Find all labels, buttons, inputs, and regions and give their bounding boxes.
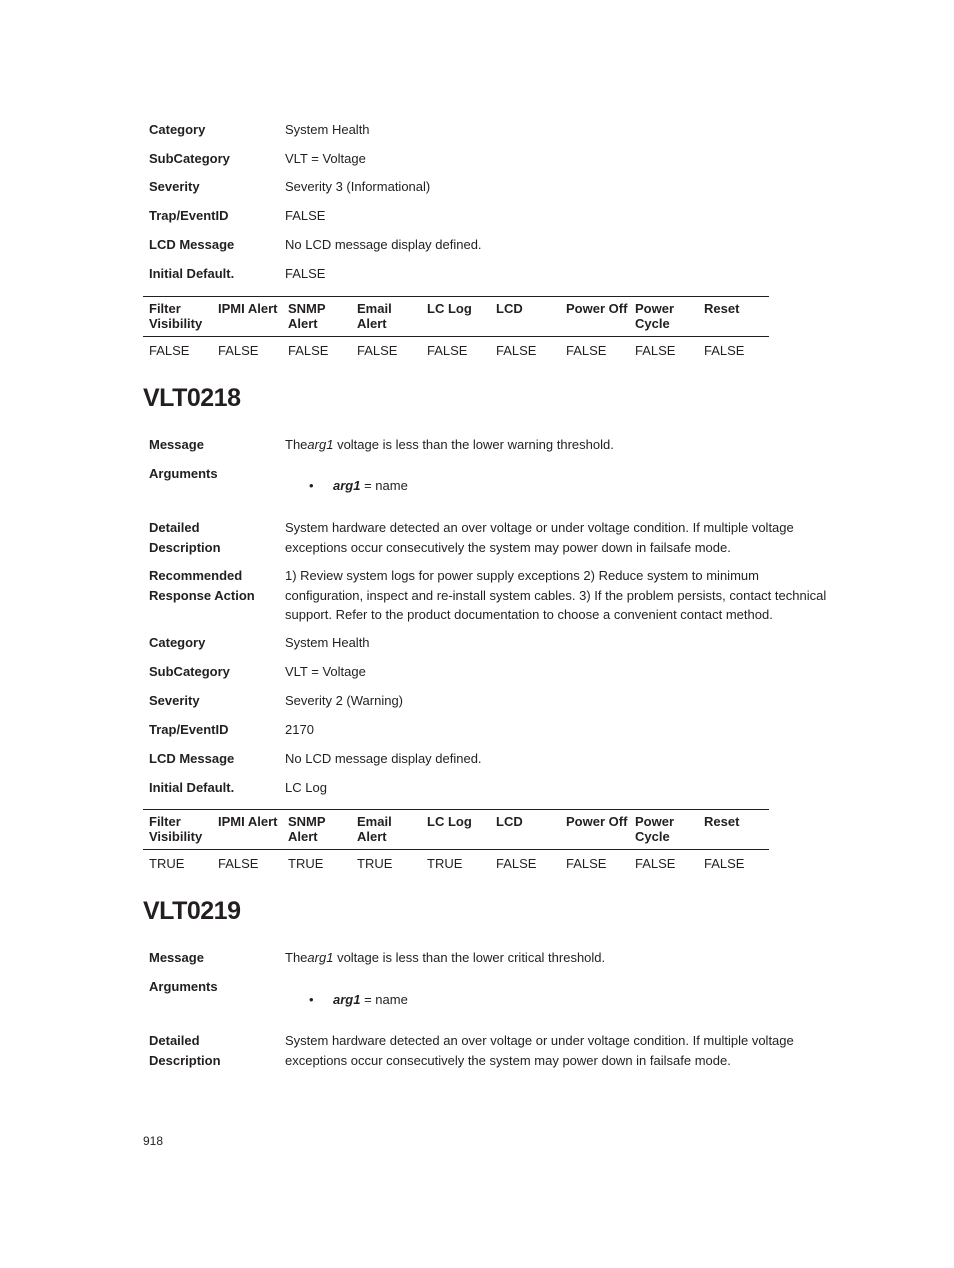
- table-cell: TRUE: [149, 856, 185, 871]
- property-value: No LCD message display defined.: [285, 237, 482, 252]
- property-label: Message: [149, 437, 204, 452]
- table-header-cell: IPMI Alert: [218, 814, 278, 829]
- table-header-cell: SNMP Alert: [288, 301, 326, 331]
- property-label: Severity: [149, 693, 200, 708]
- table-header-rule: [143, 336, 769, 337]
- table-header-cell: IPMI Alert: [218, 301, 278, 316]
- property-label: Trap/EventID: [149, 208, 229, 223]
- table-header-cell: LC Log: [427, 814, 472, 829]
- message-value: Thearg1 voltage is less than the lower critical threshold.: [285, 950, 606, 965]
- table-top-rule: [143, 809, 769, 810]
- property-label: SubCategory: [149, 664, 230, 679]
- table-cell: FALSE: [704, 343, 745, 358]
- property-label: LCD Message: [149, 751, 235, 766]
- alert-table: [143, 809, 769, 879]
- table-header-cell: LCD: [496, 301, 523, 316]
- page-number: 918: [143, 1134, 164, 1148]
- table-header-rule: [143, 849, 769, 850]
- table-cell: TRUE: [427, 856, 463, 871]
- property-label: Category: [149, 635, 206, 650]
- table-cell: FALSE: [496, 856, 537, 871]
- table-cell: FALSE: [496, 343, 537, 358]
- property-label: Arguments: [149, 979, 218, 994]
- property-label: Initial Default.: [149, 780, 235, 795]
- alert-table: [143, 296, 769, 366]
- table-header-cell: Power Cycle: [635, 814, 675, 844]
- table-header-cell: LCD: [496, 814, 523, 829]
- table-header-cell: Power Off: [566, 814, 628, 829]
- property-value: System hardware detected an over voltage or under voltage condition. If multiple voltage exceptions occur consecutively the system may power down in failsafe mode.: [285, 1033, 794, 1068]
- message-value: Thearg1 voltage is less than the lower warning threshold.: [285, 437, 614, 452]
- property-label: Detailed Description: [149, 520, 221, 555]
- property-value: VLT = Voltage: [285, 151, 366, 166]
- property-value: 1) Review system logs for power supply exceptions 2) Reduce system to minimum configuration, inspect and re-install system cables. 3) If the problem persists, contact technical support. Refer to the product documentation to choose a convenient contact method.: [285, 568, 827, 622]
- property-label: Arguments: [149, 466, 218, 481]
- property-label: LCD Message: [149, 237, 235, 252]
- table-header-cell: LC Log: [427, 301, 472, 316]
- property-label: Detailed Description: [149, 1033, 221, 1068]
- property-label: Recommended Response Action: [149, 568, 255, 603]
- table-cell: FALSE: [357, 343, 398, 358]
- property-value: FALSE: [285, 266, 326, 281]
- table-header-cell: SNMP Alert: [288, 814, 326, 844]
- table-cell: FALSE: [635, 856, 676, 871]
- property-value: Severity 3 (Informational): [285, 179, 431, 194]
- property-value: No LCD message display defined.: [285, 751, 482, 766]
- property-label: Initial Default.: [149, 266, 235, 281]
- table-header-cell: Reset: [704, 301, 740, 316]
- table-cell: FALSE: [218, 343, 259, 358]
- table-cell: FALSE: [427, 343, 468, 358]
- table-header-cell: Filter Visibility: [149, 301, 203, 331]
- argument-text: arg1 = name: [333, 992, 408, 1007]
- bullet-icon: •: [309, 478, 314, 493]
- section-title: VLT0218: [143, 384, 241, 412]
- property-value: System hardware detected an over voltage or under voltage condition. If multiple voltage exceptions occur consecutively the system may power down in failsafe mode.: [285, 520, 794, 555]
- table-header-cell: Power Off: [566, 301, 628, 316]
- property-value: Severity 2 (Warning): [285, 693, 403, 708]
- section-title: VLT0219: [143, 897, 241, 925]
- property-value: System Health: [285, 122, 370, 137]
- property-label: Category: [149, 122, 206, 137]
- property-value: 2170: [285, 722, 314, 737]
- table-cell: FALSE: [288, 343, 329, 358]
- property-value: FALSE: [285, 208, 326, 223]
- property-label: Message: [149, 950, 204, 965]
- table-cell: FALSE: [566, 343, 607, 358]
- table-header-cell: Power Cycle: [635, 301, 675, 331]
- property-label: Trap/EventID: [149, 722, 229, 737]
- property-value: LC Log: [285, 780, 327, 795]
- table-top-rule: [143, 296, 769, 297]
- table-cell: TRUE: [357, 856, 393, 871]
- table-header-cell: Email Alert: [357, 301, 392, 331]
- table-header-cell: Email Alert: [357, 814, 392, 844]
- table-cell: FALSE: [635, 343, 676, 358]
- table-cell: FALSE: [566, 856, 607, 871]
- table-header-cell: Filter Visibility: [149, 814, 203, 844]
- table-cell: FALSE: [218, 856, 259, 871]
- property-value: VLT = Voltage: [285, 664, 366, 679]
- table-header-cell: Reset: [704, 814, 740, 829]
- table-cell: FALSE: [704, 856, 745, 871]
- property-value: System Health: [285, 635, 370, 650]
- bullet-icon: •: [309, 992, 314, 1007]
- table-cell: TRUE: [288, 856, 324, 871]
- property-label: SubCategory: [149, 151, 230, 166]
- table-cell: FALSE: [149, 343, 190, 358]
- argument-text: arg1 = name: [333, 478, 408, 493]
- property-label: Severity: [149, 179, 200, 194]
